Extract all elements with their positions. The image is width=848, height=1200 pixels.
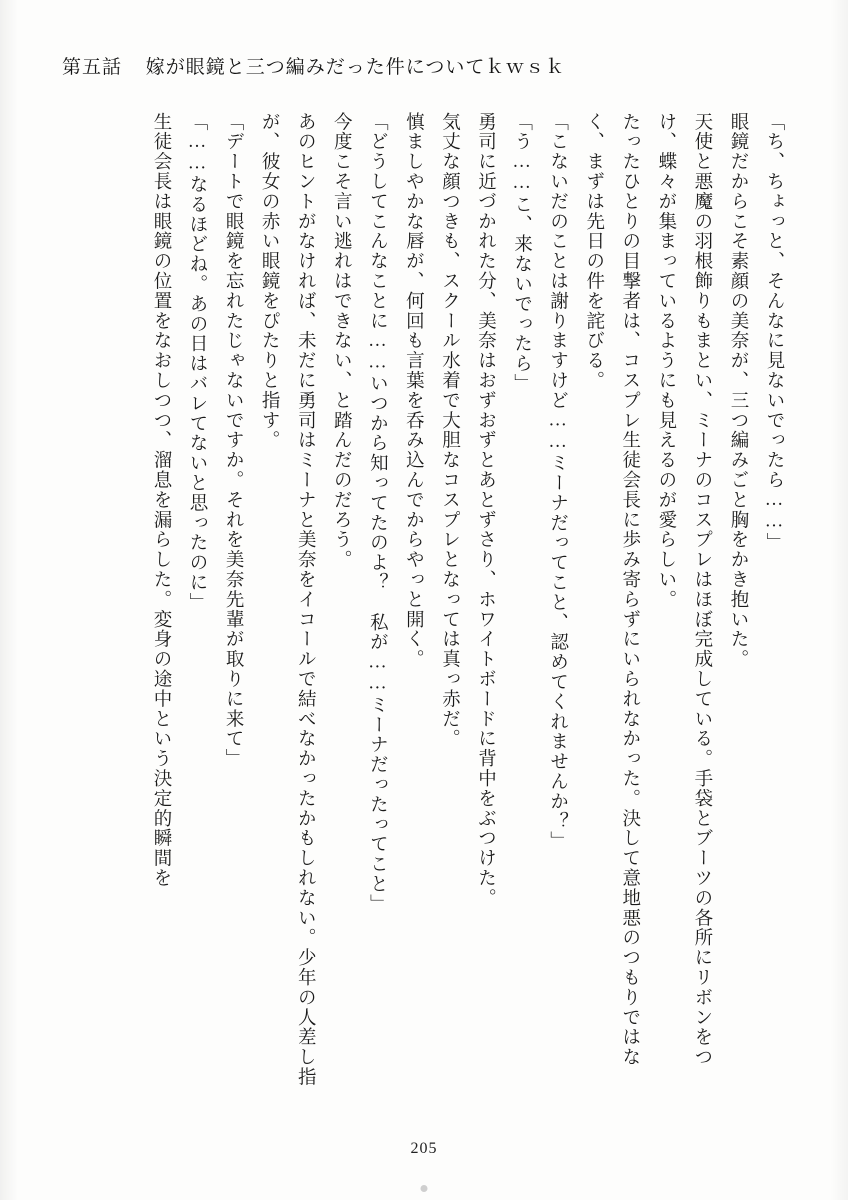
paragraph: 慎ましやかな唇が、何回も言葉を呑み込んでからやっと開く。 <box>403 112 424 670</box>
paragraph: あのヒントがなければ、未だに勇司はミーナと美奈をイコールで結べなかったかもしれない。少年の人差し指が、彼女の赤い眼鏡をぴたりと指す。 <box>259 112 316 1088</box>
paragraph: 眼鏡だからこそ素顔の美奈が、三つ編みごと胸をかき抱いた。 <box>727 112 748 670</box>
chapter-number: 第五話 <box>62 57 123 78</box>
page-number: 205 <box>410 1140 438 1157</box>
paragraph: 「どうしてこんなことに……いつから知ってたのよ？ 私が……ミーナだったってこと」 <box>367 112 388 914</box>
page-edge-shadow-left <box>0 0 18 1200</box>
paragraph: 気丈な顔つきも、スクール水着で大胆なコスプレとなっては真っ赤だ。 <box>439 112 460 749</box>
paragraph: 天使と悪魔の羽根飾りもまとい、ミーナのコスプレはほぼ完成している。手袋とブーツの各所にリボンをつけ、蝶々が集まっているようにも見えるのが愛らしい。 <box>655 112 712 1068</box>
paragraph: 「う……こ、来ないでったら」 <box>511 112 532 394</box>
paragraph: 勇司に近づかれた分、美奈はおずおずとあとずさり、ホワイトボードに背中をぶつけた。 <box>475 112 496 908</box>
body-text <box>56 112 792 1092</box>
page-edge-shadow-right <box>830 0 848 1200</box>
running-head <box>62 52 786 79</box>
paragraph: 「……なるほどね。あの日はバレてないと思ったのに」 <box>187 112 207 613</box>
spine-dot-decoration <box>421 1185 428 1192</box>
paragraph: 生徒会長は眼鏡の位置をなおしつつ、溜息を漏らした。変身の途中という決定的瞬間を <box>150 112 171 889</box>
paragraph: たったひとりの目撃者は、コスプレ生徒会長に歩み寄らずにいられなかった。決して意地悪のつもりではなく、まずは先日の件を詫びる。 <box>583 112 640 1068</box>
paragraph: 「ち、ちょっと、そんなに見ないでったら……」 <box>764 112 784 553</box>
chapter-title: 嫁が眼鏡と三つ編みだった件についてｋｗｓｋ <box>145 57 566 78</box>
paragraph: 「デートで眼鏡を忘れたじゃないですか。それを美奈先輩が取りに来て」 <box>223 112 244 769</box>
paragraph: 今度こそ言い逃れはできない、と踏んだのだろう。 <box>331 112 352 570</box>
paragraph: 「こないだのことは謝りますけど……ミーナだってこと、認めてくれませんか？」 <box>547 112 568 852</box>
